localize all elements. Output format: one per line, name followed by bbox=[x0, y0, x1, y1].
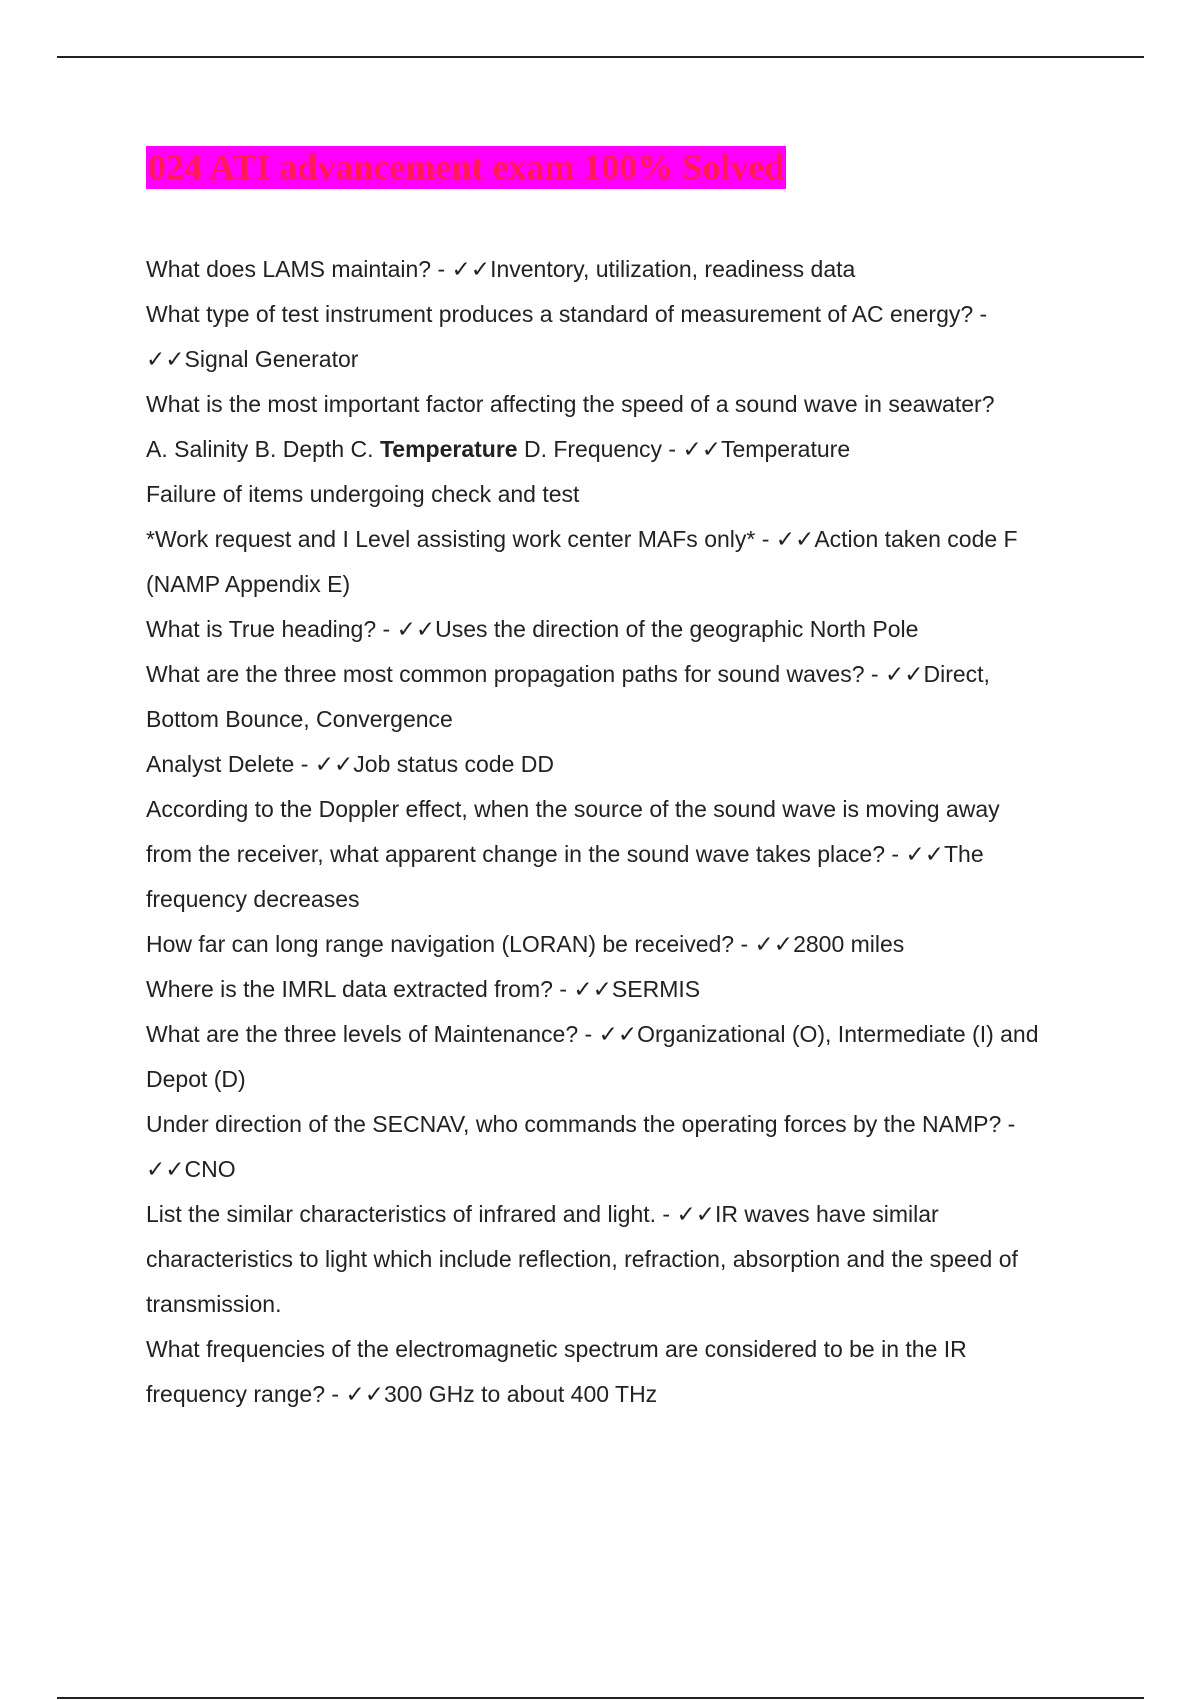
text-line: Analyst Delete - ✓✓Job status code DD bbox=[146, 751, 554, 777]
document-title: 024 ATI advancement exam 100% Solved bbox=[148, 147, 785, 187]
text-line: How far can long range navigation (LORAN) be received? - ✓✓2800 miles bbox=[146, 931, 905, 957]
text-line: According to the Doppler effect, when the source of the sound wave is moving away bbox=[146, 796, 1000, 822]
text-line: What frequencies of the electromagnetic spectrum are considered to be in the IR bbox=[146, 1336, 967, 1362]
document-body bbox=[146, 247, 1096, 1417]
text-line: What are the three most common propagation paths for sound waves? - ✓✓Direct, bbox=[146, 661, 990, 687]
text-line: ✓✓Signal Generator bbox=[146, 346, 359, 372]
text-line: Failure of items undergoing check and test bbox=[146, 481, 580, 507]
text-line: What is True heading? - ✓✓Uses the direction of the geographic North Pole bbox=[146, 616, 919, 642]
top-divider bbox=[57, 56, 1144, 58]
text-line: Where is the IMRL data extracted from? - ✓✓SERMIS bbox=[146, 976, 701, 1002]
text-line: ✓✓CNO bbox=[146, 1156, 236, 1182]
text-line: frequency range? - ✓✓300 GHz to about 400 THz bbox=[146, 1381, 658, 1407]
text-line-mixed bbox=[146, 427, 1096, 472]
text-line: (NAMP Appendix E) bbox=[146, 571, 351, 597]
text-line: What does LAMS maintain? - ✓✓Inventory, utilization, readiness data bbox=[146, 256, 856, 282]
text-line: Depot (D) bbox=[146, 1066, 246, 1092]
text-line: Bottom Bounce, Convergence bbox=[146, 706, 453, 732]
text-line: Under direction of the SECNAV, who commands the operating forces by the NAMP? - bbox=[146, 1111, 1016, 1137]
bold-answer-text: Temperature bbox=[379, 436, 518, 462]
text-line: transmission. bbox=[146, 1291, 282, 1317]
text-line: *Work request and I Level assisting work center MAFs only* - ✓✓Action taken code F bbox=[146, 526, 1018, 552]
text-line: What type of test instrument produces a standard of measurement of AC energy? - bbox=[146, 301, 988, 327]
text-segment: A. Salinity B. Depth C. bbox=[146, 436, 380, 462]
text-line: frequency decreases bbox=[146, 886, 360, 912]
text-line: What is the most important factor affecting the speed of a sound wave in seawater? bbox=[146, 391, 995, 417]
text-segment: D. Frequency - ✓✓Temperature bbox=[517, 436, 851, 462]
bottom-divider bbox=[57, 1697, 1144, 1699]
text-line: from the receiver, what apparent change in the sound wave takes place? - ✓✓The bbox=[146, 841, 984, 867]
text-line: What are the three levels of Maintenance? - ✓✓Organizational (O), Intermediate (I) and bbox=[146, 1021, 1039, 1047]
text-line: List the similar characteristics of infrared and light. - ✓✓IR waves have similar bbox=[146, 1201, 939, 1227]
text-line: characteristics to light which include reflection, refraction, absorption and the speed of bbox=[146, 1246, 1018, 1272]
